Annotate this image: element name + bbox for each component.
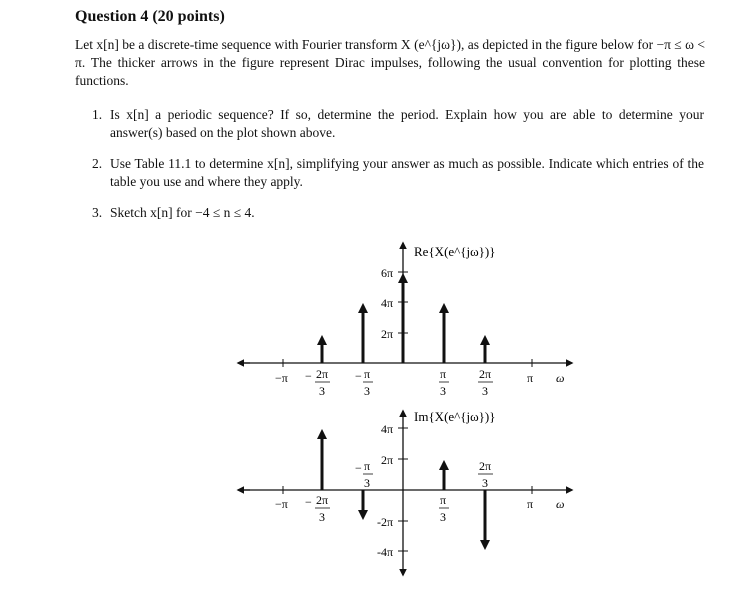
top-ytick-6pi: 6π xyxy=(381,266,394,280)
top-xtick-neg-pi-3 xyxy=(355,367,373,398)
bottom-ytick-neg-2pi: -2π xyxy=(377,515,394,529)
bottom-xtick-2pi-3 xyxy=(478,459,493,490)
svg-text:3: 3 xyxy=(319,510,325,524)
bottom-xtick-neg-pi: −π xyxy=(275,497,288,511)
svg-text:π: π xyxy=(364,367,371,381)
item-number: 1. xyxy=(92,107,103,122)
svg-text:3: 3 xyxy=(364,476,370,490)
svg-text:−: − xyxy=(355,461,362,475)
item-number: 3. xyxy=(92,205,103,220)
top-xtick-neg-2pi-3 xyxy=(305,367,330,398)
svg-text:3: 3 xyxy=(482,384,488,398)
top-ytick-2pi: 2π xyxy=(381,327,394,341)
item-text: Sketch x[n] for −4 ≤ n ≤ 4. xyxy=(110,205,255,220)
item-text: Use Table 11.1 to determine x[n], simplifying your answer as much as possible. Indicate which entries of the table you use and where they apply. xyxy=(110,156,704,189)
svg-text:3: 3 xyxy=(319,384,325,398)
item-number: 2. xyxy=(92,156,103,171)
svg-text:−: − xyxy=(355,369,362,383)
bottom-plot xyxy=(238,409,572,575)
bottom-ytick-4pi: 4π xyxy=(381,422,394,436)
bottom-xtick-neg-pi-3 xyxy=(355,459,373,490)
top-xtick-neg-pi: −π xyxy=(275,371,288,385)
top-xtick-2pi-3 xyxy=(478,367,493,398)
top-ytick-4pi: 4π xyxy=(381,296,394,310)
svg-text:3: 3 xyxy=(440,510,446,524)
bottom-xtick-neg-2pi-3 xyxy=(305,493,330,524)
top-horizontal-label: ω xyxy=(556,371,565,385)
top-xtick-pi-3 xyxy=(439,367,449,398)
bottom-vertical-label: Im{X(e^{jω})} xyxy=(414,409,496,424)
item-text: Is x[n] a periodic sequence? If so, determine the period. Explain how you are able to determine your answer(s) based on the plot shown above. xyxy=(110,107,704,140)
bottom-xtick-pi: π xyxy=(527,497,534,511)
svg-text:3: 3 xyxy=(482,476,488,490)
bottom-xtick-pi-3 xyxy=(439,493,449,524)
question-title: Question 4 (20 points) xyxy=(75,8,225,25)
svg-text:3: 3 xyxy=(364,384,370,398)
top-xtick-pi: π xyxy=(527,371,534,385)
svg-text:π: π xyxy=(440,493,447,507)
top-vertical-label: Re{X(e^{jω})} xyxy=(414,244,496,259)
svg-text:2π: 2π xyxy=(479,367,492,381)
svg-text:−: − xyxy=(305,369,312,383)
svg-text:2π: 2π xyxy=(316,493,329,507)
svg-text:3: 3 xyxy=(440,384,446,398)
svg-text:2π: 2π xyxy=(316,367,329,381)
svg-text:π: π xyxy=(364,459,371,473)
svg-text:−: − xyxy=(305,495,312,509)
svg-text:2π: 2π xyxy=(479,459,492,473)
bottom-ytick-2pi: 2π xyxy=(381,453,394,467)
question-intro: Let x[n] be a discrete-time sequence with Fourier transform X (e^{jω}), as depicted in the figure below for −π ≤ ω < π. The thicker arrows in the figure represent Dirac impulses, following the usual convention for plotting these functions. xyxy=(75,37,705,88)
bottom-ytick-neg-4pi: -4π xyxy=(377,545,394,559)
top-plot xyxy=(238,243,572,398)
svg-text:π: π xyxy=(440,367,447,381)
bottom-horizontal-label: ω xyxy=(556,497,565,511)
